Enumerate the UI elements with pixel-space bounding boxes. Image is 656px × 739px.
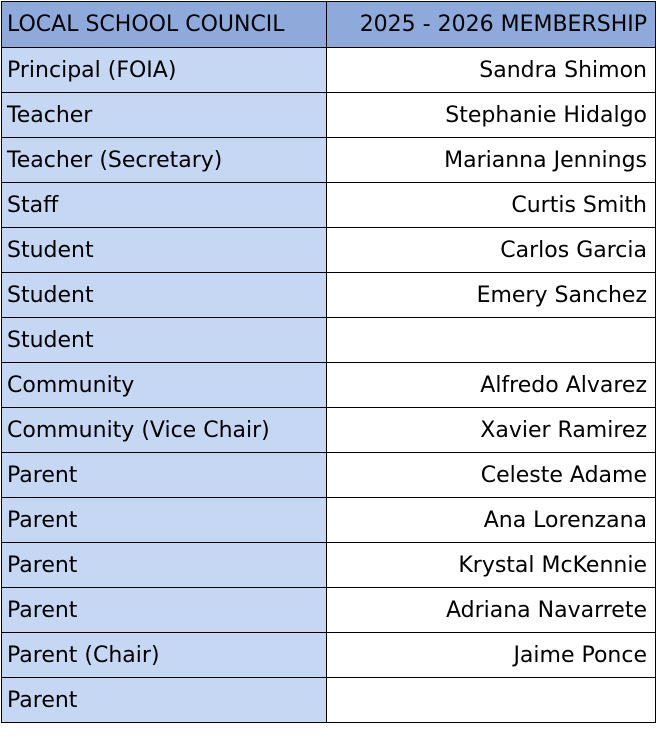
table-row xyxy=(2,408,656,453)
membership-table xyxy=(1,1,656,723)
member-name: Adriana Navarrete xyxy=(327,588,656,633)
member-name xyxy=(327,318,656,363)
member-role: Student xyxy=(2,228,327,273)
table-row xyxy=(2,588,656,633)
table-row xyxy=(2,498,656,543)
membership-year: 2025 - 2026 MEMBERSHIP xyxy=(327,2,656,48)
member-role: Teacher (Secretary) xyxy=(2,138,327,183)
member-name xyxy=(327,678,656,723)
member-name: Sandra Shimon xyxy=(327,48,656,93)
header-row xyxy=(2,2,656,48)
member-name: Carlos Garcia xyxy=(327,228,656,273)
table-row xyxy=(2,453,656,498)
member-role: Parent xyxy=(2,588,327,633)
member-role: Community xyxy=(2,363,327,408)
table-row xyxy=(2,678,656,723)
member-role: Parent xyxy=(2,453,327,498)
member-name: Alfredo Alvarez xyxy=(327,363,656,408)
table-row xyxy=(2,183,656,228)
member-role: Teacher xyxy=(2,93,327,138)
member-role: Student xyxy=(2,273,327,318)
member-role: Parent xyxy=(2,678,327,723)
table-row xyxy=(2,228,656,273)
table-row xyxy=(2,318,656,363)
member-name: Emery Sanchez xyxy=(327,273,656,318)
table-row xyxy=(2,273,656,318)
member-name: Stephanie Hidalgo xyxy=(327,93,656,138)
council-title: LOCAL SCHOOL COUNCIL xyxy=(2,2,327,48)
table-row xyxy=(2,363,656,408)
member-name: Jaime Ponce xyxy=(327,633,656,678)
member-name: Krystal McKennie xyxy=(327,543,656,588)
table-row xyxy=(2,93,656,138)
member-name: Marianna Jennings xyxy=(327,138,656,183)
member-role: Principal (FOIA) xyxy=(2,48,327,93)
member-name: Celeste Adame xyxy=(327,453,656,498)
member-role: Staff xyxy=(2,183,327,228)
member-role: Parent (Chair) xyxy=(2,633,327,678)
table-row xyxy=(2,48,656,93)
member-name: Curtis Smith xyxy=(327,183,656,228)
member-name: Xavier Ramirez xyxy=(327,408,656,453)
member-role: Community (Vice Chair) xyxy=(2,408,327,453)
member-role: Parent xyxy=(2,498,327,543)
table-row xyxy=(2,633,656,678)
table-row xyxy=(2,138,656,183)
table-row xyxy=(2,543,656,588)
member-role: Parent xyxy=(2,543,327,588)
member-name: Ana Lorenzana xyxy=(327,498,656,543)
member-role: Student xyxy=(2,318,327,363)
